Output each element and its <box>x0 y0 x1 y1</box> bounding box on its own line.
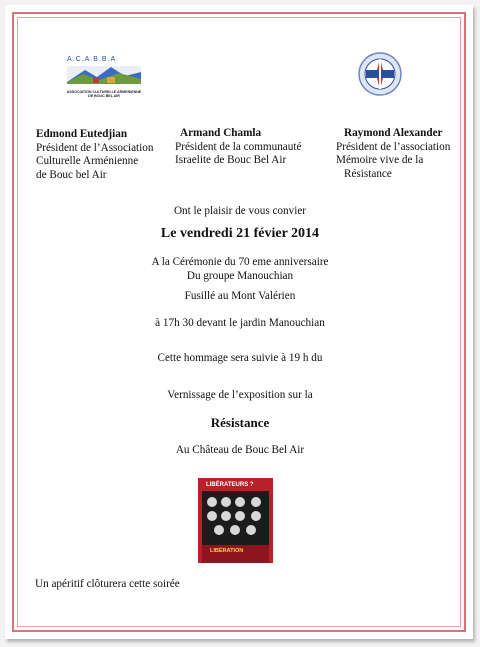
host-chamla <box>175 127 315 168</box>
host-title-line: Culturelle Arménienne <box>36 155 139 167</box>
vernissage-line: Vernissage de l’exposition sur la <box>167 389 313 401</box>
host-title-line: Président de la communauté <box>175 140 302 153</box>
memoire-vive-seal-icon <box>357 50 403 98</box>
host-title-line: Président de l’Association <box>36 141 154 154</box>
followup-line: Cette hommage sera suivie à 19 h du <box>157 352 323 364</box>
acabba-logo-name: A.C.A.B.B.A <box>67 56 117 63</box>
host-title-line: Président de l’association <box>336 140 451 153</box>
exhibition-poster <box>198 478 273 563</box>
exhibition-title: Résistance <box>210 415 270 430</box>
acabba-logo <box>63 50 145 106</box>
host-title-line: de Bouc bel Air <box>36 168 107 181</box>
fusille-line: Fusillé au Mont Valérien <box>184 290 296 302</box>
event-date: Le vendredi 21 févier 2014 <box>160 226 320 241</box>
poster-subtitle: LIBÉRATION <box>210 548 244 554</box>
host-eutedjian <box>36 128 166 182</box>
mountain-icon <box>63 64 145 90</box>
ceremony-group-line: Du groupe Manouchian <box>186 270 294 282</box>
host-title-line: Mémoire vive de la <box>336 154 424 166</box>
host-name: Edmond Eutedjian <box>36 128 128 140</box>
host-alexander <box>336 127 466 181</box>
venue-line: Au Château de Bouc Bel Air <box>175 444 305 456</box>
host-title-line: Résistance <box>344 167 392 180</box>
poster-title: LIBÉRATEURS ? <box>206 482 254 488</box>
host-name: Raymond Alexander <box>344 127 443 139</box>
time-location-line: à 17h 30 devant le jardin Manouchian <box>155 317 325 329</box>
acabba-logo-tagline: ASSOCIATION CULTURELLE ARMENIENNE DE BOUC BEL AIR <box>66 90 142 99</box>
host-title-line: Israelite de Bouc Bel Air <box>175 154 287 166</box>
closing-text: Un apéritif clôturera cette soirée <box>35 578 180 590</box>
host-name: Armand Chamla <box>180 127 262 139</box>
ceremony-line: A la Cérémonie du 70 eme anniversaire <box>151 256 329 268</box>
invite-text: Ont le plaisir de vous convier <box>173 205 307 217</box>
